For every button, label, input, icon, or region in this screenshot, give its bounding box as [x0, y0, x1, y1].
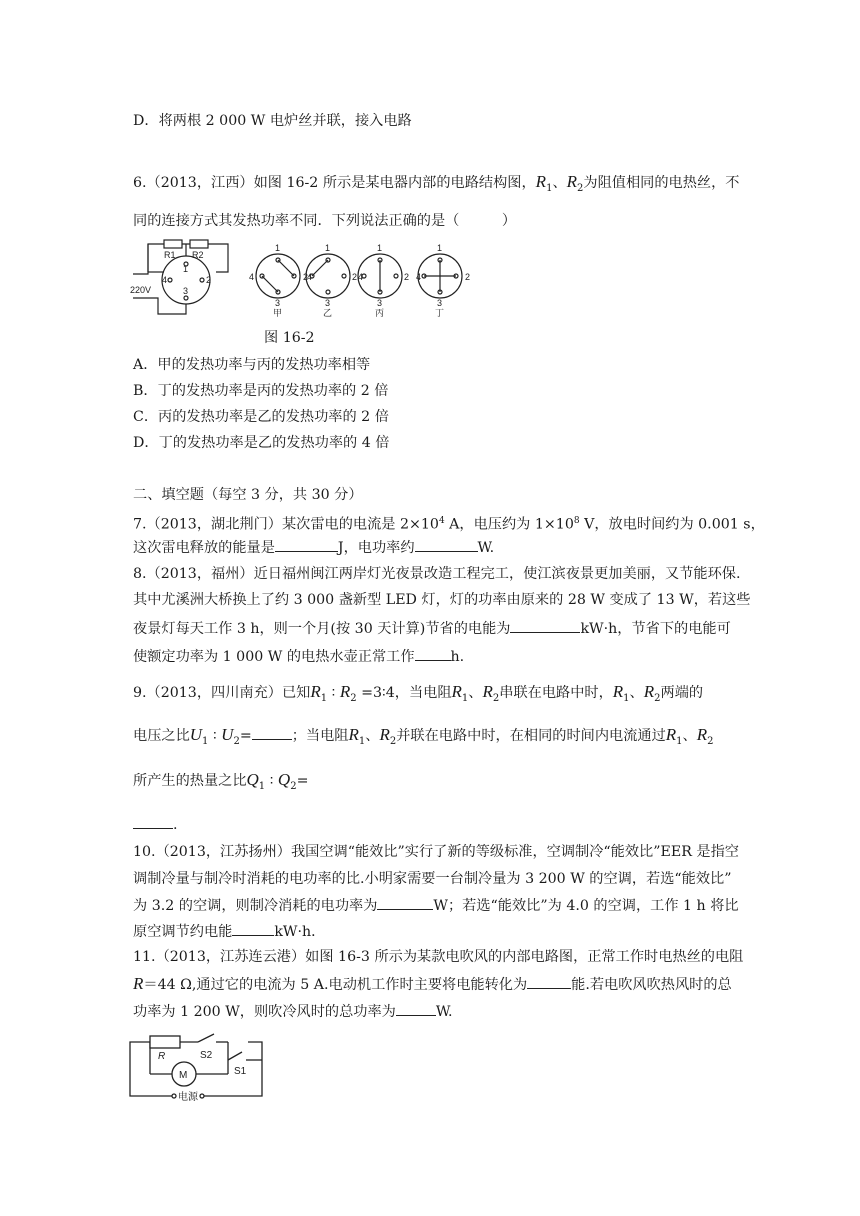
answer-blank — [133, 814, 173, 829]
q7-line2: 这次雷电释放的能量是 J，电功率约 W. — [133, 537, 494, 558]
svg-text:4: 4 — [358, 272, 364, 282]
svg-text:R1: R1 — [164, 250, 176, 260]
svg-text:3: 3 — [325, 298, 331, 308]
q8-line4: 使额定功率为 1 000 W 的电热水壶正常工作 h. — [133, 646, 464, 667]
svg-text:1: 1 — [437, 243, 443, 253]
svg-text:1: 1 — [275, 243, 281, 253]
section-heading-fill-in: 二、填空题（每空 3 分，共 30 分） — [133, 487, 363, 503]
answer-blank — [377, 895, 433, 910]
q9-line1: 9.（2013，四川南充）已知$R_1$ ∶ $R_2$ =3∶4，当电阻$R_1$、$R_2$串联在电路中时，$R_1$、$R_2$两端的 — [133, 682, 704, 704]
q7-line1: 7.（2013，湖北荆门）某次雷电的电流是 $2\times 10^4$ A，电压约为 $1\times 10^8$ V，放电时间约为 0.001 s， — [133, 516, 765, 533]
svg-text:4: 4 — [307, 272, 313, 282]
q8-line1: 8.（2013，福州）近日福州闽江两岸灯光夜景改造工程完工，使江滨夜景更加美丽，又节能环保. — [133, 566, 741, 582]
q6-circuit-figure — [128, 236, 488, 318]
hair-dryer-circuit-figure — [128, 1030, 268, 1102]
q11-line2: R＝44 Ω,通过它的电流为 5 A.电动机工作时主要将电能转化为 能.若电吹风吹热风时的总 — [133, 974, 732, 993]
svg-text:220V: 220V — [130, 285, 152, 295]
svg-text:甲: 甲 — [273, 308, 283, 318]
answer-blank — [252, 725, 292, 740]
q8-line3: 夜景灯每天工作 3 h，则一个月(按 30 天计算)节省的电能为 kW·h，节省下的电能可 — [133, 618, 731, 639]
svg-text:S2: S2 — [200, 1050, 213, 1061]
q9-line4: . — [133, 814, 178, 835]
answer-blank — [510, 618, 580, 633]
answer-blank — [415, 646, 451, 661]
q6-option-c: C．丙的发热功率是乙的发热功率的 2 倍 — [133, 409, 389, 425]
q6-option-a: A．甲的发热功率与丙的发热功率相等 — [133, 357, 371, 373]
answer-blank — [275, 537, 338, 552]
q10-line2: 调制冷量与制冷时消耗的电功率的比.小明家需要一台制冷量为 3 200 W 的空调，若选“能效比” — [133, 871, 732, 887]
q10-line3: 为 3.2 的空调，则制冷消耗的电功率为 W；若选“能效比”为 4.0 的空调，工作 1 h 将比 — [133, 895, 739, 916]
q10-line1: 10.（2013，江苏扬州）我国空调“能效比”实行了新的等级标准，空调制冷“能效比”EER 是指空 — [133, 844, 739, 860]
q6-stem-line1: 6.（2013，江西）如图 16-2 所示是某电器内部的电路结构图，$R_1$、$R_2$为阻值相同的电热丝，不 — [133, 172, 740, 194]
svg-text:2: 2 — [465, 272, 471, 282]
svg-text:3: 3 — [275, 298, 281, 308]
svg-text:2: 2 — [303, 272, 309, 282]
q6-option-d: D．丁的发热功率是乙的发热功率的 4 倍 — [133, 435, 390, 451]
svg-text:1: 1 — [325, 243, 331, 253]
svg-text:1: 1 — [377, 243, 383, 253]
svg-text:M: M — [179, 1070, 188, 1081]
svg-text:2: 2 — [404, 272, 410, 282]
answer-blank — [527, 974, 571, 989]
svg-text:R: R — [158, 1051, 166, 1062]
svg-text:电源: 电源 — [178, 1092, 198, 1102]
q6-stem-line2: 同的连接方式其发热功率不同．下列说法正确的是（ ） — [133, 213, 517, 229]
figure-caption-16-2: 图 16-2 — [264, 330, 315, 346]
svg-text:4: 4 — [416, 272, 422, 282]
svg-text:3: 3 — [183, 286, 189, 296]
svg-text:S1: S1 — [234, 1066, 247, 1077]
q9-line2: 电压之比$U_1$ ∶ $U_2=$ ；当电阻$R_1$、$R_2$并联在电路中时，在相同的时间内电流通过$R_1$、$R_2$ — [133, 725, 714, 747]
svg-text:丙: 丙 — [375, 308, 385, 318]
answer-blank — [415, 537, 478, 552]
svg-text:丁: 丁 — [435, 308, 445, 318]
q11-line1: 11.（2013，江苏连云港）如图 16-3 所示为某款电吹风的内部电路图，正常工作时电热丝的电阻 — [133, 949, 744, 965]
svg-text:R2: R2 — [192, 250, 204, 260]
q8-line2: 其中尤溪洲大桥换上了约 3 000 盏新型 LED 灯，灯的功率由原来的 28 W 变成了 13 W，若这些 — [133, 592, 751, 608]
q11-line3: 功率为 1 200 W，则吹冷风时的总功率为 W. — [133, 1001, 452, 1022]
svg-text:4: 4 — [162, 275, 168, 285]
svg-text:3: 3 — [437, 298, 443, 308]
q5-option-d: D．将两根 2 000 W 电炉丝并联，接入电路 — [133, 113, 412, 129]
svg-text:2: 2 — [206, 275, 212, 285]
svg-text:乙: 乙 — [323, 308, 333, 318]
svg-text:3: 3 — [377, 298, 383, 308]
q6-option-b: B．丁的发热功率是丙的发热功率的 2 倍 — [133, 383, 389, 399]
svg-text:4: 4 — [249, 272, 255, 282]
answer-blank — [396, 1001, 436, 1016]
svg-text:1: 1 — [183, 264, 189, 274]
q10-line4: 原空调节约电能 kW·h． — [133, 921, 325, 942]
svg-text:2: 2 — [352, 272, 358, 282]
answer-blank — [232, 921, 274, 936]
q9-line3: 所产生的热量之比$Q_1$ ∶ $Q_2=$ — [133, 770, 309, 792]
